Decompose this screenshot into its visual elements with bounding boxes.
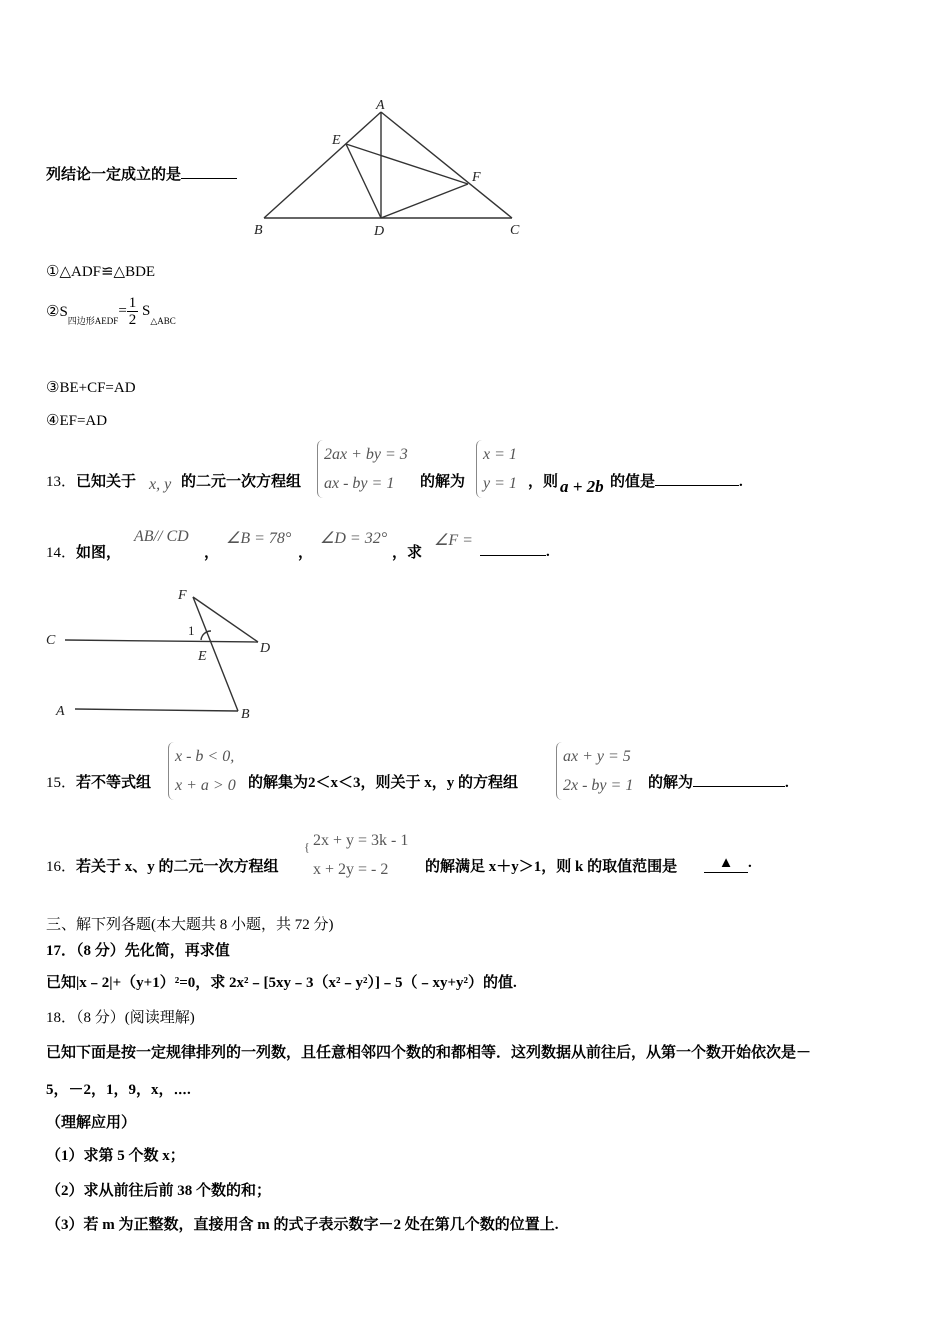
q13-number: 13． (46, 474, 77, 490)
q14-end: . (546, 544, 550, 560)
label-e: E (332, 133, 341, 148)
label-d: D (260, 641, 271, 656)
q16-text-1: 若关于 x、y 的二元一次方程组 (76, 859, 279, 875)
q14-text-1: 如图， (76, 545, 122, 561)
q12-lead (46, 163, 237, 184)
label-e: E (198, 649, 207, 664)
q12-option-2 (46, 295, 176, 328)
q13-text-1: 已知关于 (76, 474, 137, 490)
label-angle-1: 1 (188, 623, 195, 638)
answer-blank (655, 471, 739, 486)
q18-part-2: （2）求从前往后前 38 个数的和； (46, 1183, 272, 1199)
q14-cond-2: ∠B = 78° (226, 530, 292, 547)
triangle-figure (240, 95, 540, 245)
q15-text-2: 的解集为2＜x＜3，则关于 x，y 的方程组 (248, 775, 519, 791)
q14-cond-4: ∠F = (434, 532, 473, 549)
q18-part-1: （1）求第 5 个数 x； (46, 1148, 185, 1164)
frac-num: 1 (128, 295, 137, 311)
frac-den: 2 (128, 312, 137, 328)
opt2-sub2: △ABC (150, 315, 176, 326)
q16-brace-icon: { (304, 840, 310, 854)
q14-sep-2: ， (298, 545, 314, 561)
q18-application: （理解应用） (46, 1115, 137, 1131)
q18-part-3: （3）若 m 为正整数，直接用含 m 的式子表示数字－2 处在第几个数的位置上. (46, 1217, 559, 1233)
line-ef (346, 144, 468, 184)
q13-end: . (739, 474, 743, 490)
q18-head: 18．（8 分）(阅读理解) (46, 1010, 195, 1026)
q14-sep-1: ， (204, 545, 220, 561)
q14-cond-3: ∠D = 32° (320, 530, 388, 547)
q15-eq-2: 2x - by = 1 (563, 777, 634, 794)
q17-body: 已知|x﹣2|+（y+1）²=0，求 2x²﹣[5xy﹣3（x²﹣y²）]﹣5（﹣xy+y²）的值. (46, 975, 517, 991)
q13-vars: x, y (149, 476, 172, 493)
q16-stem (46, 855, 279, 876)
q16-eq-2: x + 2y = - 2 (313, 861, 389, 878)
q14-answer (480, 541, 550, 561)
q12-lead-text: 列结论一定成立的是 (46, 167, 182, 183)
q16-answer (704, 855, 752, 873)
q15-text-3 (648, 771, 789, 792)
q16-system (313, 826, 408, 884)
parallel-lines-figure (40, 580, 290, 725)
q16-text-2: 的解满足 x＋y＞1，则 k 的取值范围是 (425, 859, 678, 875)
opt2-s2: S (142, 303, 151, 319)
label-f: F (178, 588, 187, 603)
line-fd (381, 184, 468, 218)
q12-option-4: ④EF=AD (46, 413, 108, 429)
q15-ineq-2: x + a > 0 (175, 777, 236, 794)
label-d: D (374, 224, 385, 239)
label-a: A (376, 98, 385, 113)
q13-eq-2: ax - by = 1 (324, 475, 395, 492)
q16-eq-1: 2x + y = 3k - 1 (313, 832, 409, 849)
label-f: F (472, 170, 481, 185)
q13-system (317, 440, 408, 498)
q18-line-2: 5，－2，1，9，x，⋯. (46, 1082, 191, 1098)
q15-eq-1: ax + y = 5 (563, 748, 631, 765)
q13-stem (46, 470, 136, 491)
q17-head: 17．（8 分）先化简，再求值 (46, 943, 230, 959)
q13-sol-1: x = 1 (483, 446, 517, 463)
q14-stem (46, 541, 121, 562)
line-ab (75, 709, 238, 711)
label-a: A (56, 704, 65, 719)
opt2-sub: 四边形AEDF (67, 315, 119, 326)
triangle-icon: ▲ (704, 855, 748, 873)
opt2-s: ②S (46, 304, 68, 320)
q13-text-3: 的解为 (420, 474, 466, 490)
opt2-fraction (127, 295, 139, 328)
answer-blank (181, 164, 237, 179)
q13-solution (476, 440, 517, 498)
q15-text-3-label: 的解为 (648, 775, 694, 791)
q15-inequalities (168, 742, 236, 800)
q12-option-1: ①△ADF≌△BDE (46, 264, 156, 280)
q15-end: . (785, 775, 789, 791)
line-ab (264, 112, 381, 218)
q18-line-1: 已知下面是按一定规律排列的一列数，且任意相邻四个数的和都相等．这列数据从前往后，从第一个数开始依次是－ (46, 1045, 812, 1061)
q13-text-2: 的二元一次方程组 (181, 474, 302, 490)
answer-blank (480, 541, 546, 556)
q14-cond-1: AB// CD (134, 528, 189, 545)
q13-text-5 (610, 470, 743, 491)
label-b: B (241, 707, 250, 722)
q13-sol-2: y = 1 (483, 475, 517, 492)
q15-ineq-1: x - b < 0, (175, 748, 235, 765)
q13-eq-1: 2ax + by = 3 (324, 446, 408, 463)
q15-stem (46, 771, 151, 792)
opt2-eq: = (118, 303, 127, 319)
q14-number: 14． (46, 545, 77, 561)
q15-system (556, 742, 633, 800)
section-3-title: 三、解下列各题(本大题共 8 小题，共 72 分) (46, 917, 334, 933)
q16-end: . (748, 855, 752, 871)
label-c: C (46, 633, 56, 648)
q15-text-1: 若不等式组 (76, 775, 152, 791)
q13-expr: a + 2b (560, 477, 604, 496)
label-b: B (254, 223, 263, 238)
q16-number: 16． (46, 859, 77, 875)
answer-blank (693, 772, 785, 787)
label-c: C (510, 223, 520, 238)
line-cd (65, 640, 258, 642)
line-ed (346, 144, 381, 218)
q13-text-5-label: 的值是 (610, 474, 656, 490)
q13-text-4: ，则 (528, 474, 559, 490)
q14-text-2: ，求 (392, 545, 423, 561)
line-ac (381, 112, 512, 218)
q12-option-3: ③BE+CF=AD (46, 380, 136, 396)
q15-number: 15． (46, 775, 77, 791)
